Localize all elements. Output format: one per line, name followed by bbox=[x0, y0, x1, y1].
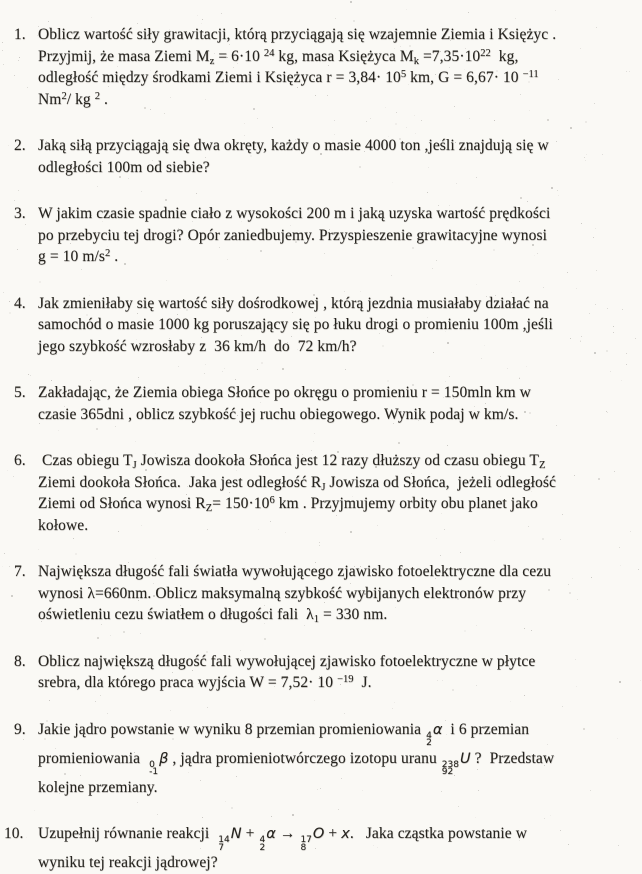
problem-line: Ziemi od Słońca wynosi $R_Z= 150\cdot 10^6$ km . Przyjmujemy orbity obu planet jako bbox=[38, 495, 538, 514]
problem-line: wyniku tej reakcji jądrowej? bbox=[38, 854, 218, 871]
problem-number: 5. bbox=[14, 384, 26, 401]
problem-item bbox=[14, 561, 634, 626]
problem-body bbox=[38, 561, 634, 626]
problem-number: 9. bbox=[14, 720, 26, 738]
problem-item bbox=[14, 450, 634, 536]
problem-line: Nm$^2$/ kg $^2$ . bbox=[38, 90, 108, 108]
problem-item bbox=[14, 203, 634, 268]
problem-item bbox=[14, 293, 634, 358]
problem-line: samochód o masie 1000 kg poruszający się po łuku drogi o promieniu 100m ,jeśli bbox=[38, 316, 553, 333]
problem-line: Oblicz wartość siły grawitacji, którą przyciągają się wzajemnie Ziemia i Księżyc . bbox=[38, 26, 557, 43]
problem-body bbox=[38, 823, 634, 874]
problem-number: 10. bbox=[4, 825, 24, 842]
problem-number: 6. bbox=[14, 452, 26, 469]
problem-line: odległości 100m od siebie? bbox=[38, 158, 210, 176]
problem-line: Oblicz największą długość fali wywołującej zjawisko fotoelektryczne w płytce bbox=[38, 652, 536, 670]
problem-line: Największa długość fali światła wywołującego zjawisko fotoelektryczne dla cezu bbox=[38, 563, 552, 580]
problem-line: odległość między środkami Ziemi i Księżyca $r = 3,84\cdot 10^5$ km, G = 6,67· 10 $^{-11}$ bbox=[38, 69, 539, 86]
problem-line: Uzupełnij równanie reakcji 14 7 N + 4 2 α → 17 8 O + x. Jaka cząstka powstanie w bbox=[38, 825, 528, 853]
nuclide-notation: 14 7 bbox=[218, 835, 230, 853]
problem-line: Jaką siłą przyciągają się dwa okręty, każdy o masie 4000 ton ,jeśli znajdują się w bbox=[38, 137, 549, 154]
problem-item bbox=[14, 135, 634, 178]
nuclide-notation: 4 2 bbox=[259, 835, 266, 853]
problem-line: Zakładając, że Ziemia obiega Słońce po okręgu o promieniu r = 150mln km w bbox=[38, 384, 531, 401]
problem-body bbox=[38, 24, 634, 110]
problem-number: 3. bbox=[14, 205, 26, 222]
problem-line: czasie 365dni , oblicz szybkość jej ruchu obiegowego. Wynik podaj w km/s. bbox=[38, 405, 519, 423]
problem-body bbox=[38, 719, 634, 799]
problem-line: promieniowania 0 -1 β , jądra promieniotwórczego izotopu uranu 238 92 U ? Przedstaw bbox=[38, 749, 555, 777]
problem-body bbox=[38, 135, 634, 178]
problem-number: 8. bbox=[14, 652, 26, 670]
problem-line: Przyjmij, że masa Ziemi $M_z = 6\cdot 10$ $^{24}$ kg, masa Księżyca $M_k =7,35\cdot 10^{22}$ kg, bbox=[38, 47, 519, 67]
problem-body bbox=[38, 203, 634, 268]
problem-line: g = 10 $m/s^2$ . bbox=[38, 248, 119, 265]
problem-number: 2. bbox=[14, 137, 26, 154]
problem-number: 4. bbox=[14, 294, 26, 312]
problem-item bbox=[4, 823, 634, 874]
nuclide-notation: 238 92 bbox=[441, 759, 459, 777]
problem-line: Czas obiegu $T_J$ Jowisza dookoła Słońca jest 12 razy dłuższy od czasu obiegu $T_Z$ bbox=[38, 452, 546, 471]
problem-line: po przebyciu tej drogi? Opór zaniedbujemy. Przyspieszenie grawitacyjne wynosi bbox=[38, 226, 547, 244]
problem-body bbox=[38, 450, 634, 536]
problem-line: Jakie jądro powstanie w wyniku 8 przemian promieniowania 4 2 α i 6 przemian bbox=[38, 720, 530, 748]
problem-line: srebra, dla którego praca wyjścia W = 7,52· 10 $^{-19}$ J. bbox=[38, 674, 372, 691]
problem-item bbox=[14, 382, 634, 425]
problem-line: W jakim czasie spadnie ciało z wysokości 200 m i jaką uzyska wartość prędkości bbox=[38, 205, 551, 222]
problem-line: kolejne przemiany. bbox=[38, 778, 158, 796]
problem-number: 1. bbox=[14, 26, 26, 43]
problem-body bbox=[38, 382, 634, 425]
problem-body bbox=[38, 651, 634, 694]
problem-line: jego szybkość wzrosłaby z 36 km/h do 72 km/h? bbox=[38, 337, 357, 355]
nuclide-notation: 4 2 bbox=[426, 730, 432, 748]
nuclide-notation: 17 8 bbox=[300, 835, 312, 853]
problem-item bbox=[14, 719, 634, 799]
problem-body bbox=[38, 293, 634, 358]
problem-item bbox=[14, 651, 634, 694]
problem-line: Ziemi dookoła Słońca. Jaka jest odległość $R_J$ Jowisza od Słońca, jeżeli odległość bbox=[38, 473, 556, 493]
problem-line: wynosi λ=660nm. Oblicz maksymalną szybkość wybijanych elektronów przy bbox=[38, 584, 527, 602]
problem-item bbox=[14, 24, 634, 110]
problem-line: oświetleniu cezu światłem o długości fali $\lambda_1 = 330$ nm. bbox=[38, 606, 388, 625]
problem-number: 7. bbox=[14, 563, 26, 580]
problem-line: Jak zmieniłaby się wartość siły dośrodkowej , którą jezdnia musiałaby działać na bbox=[38, 294, 549, 312]
problem-line: kołowe. bbox=[38, 516, 89, 534]
nuclide-notation: 0 -1 bbox=[149, 759, 159, 777]
